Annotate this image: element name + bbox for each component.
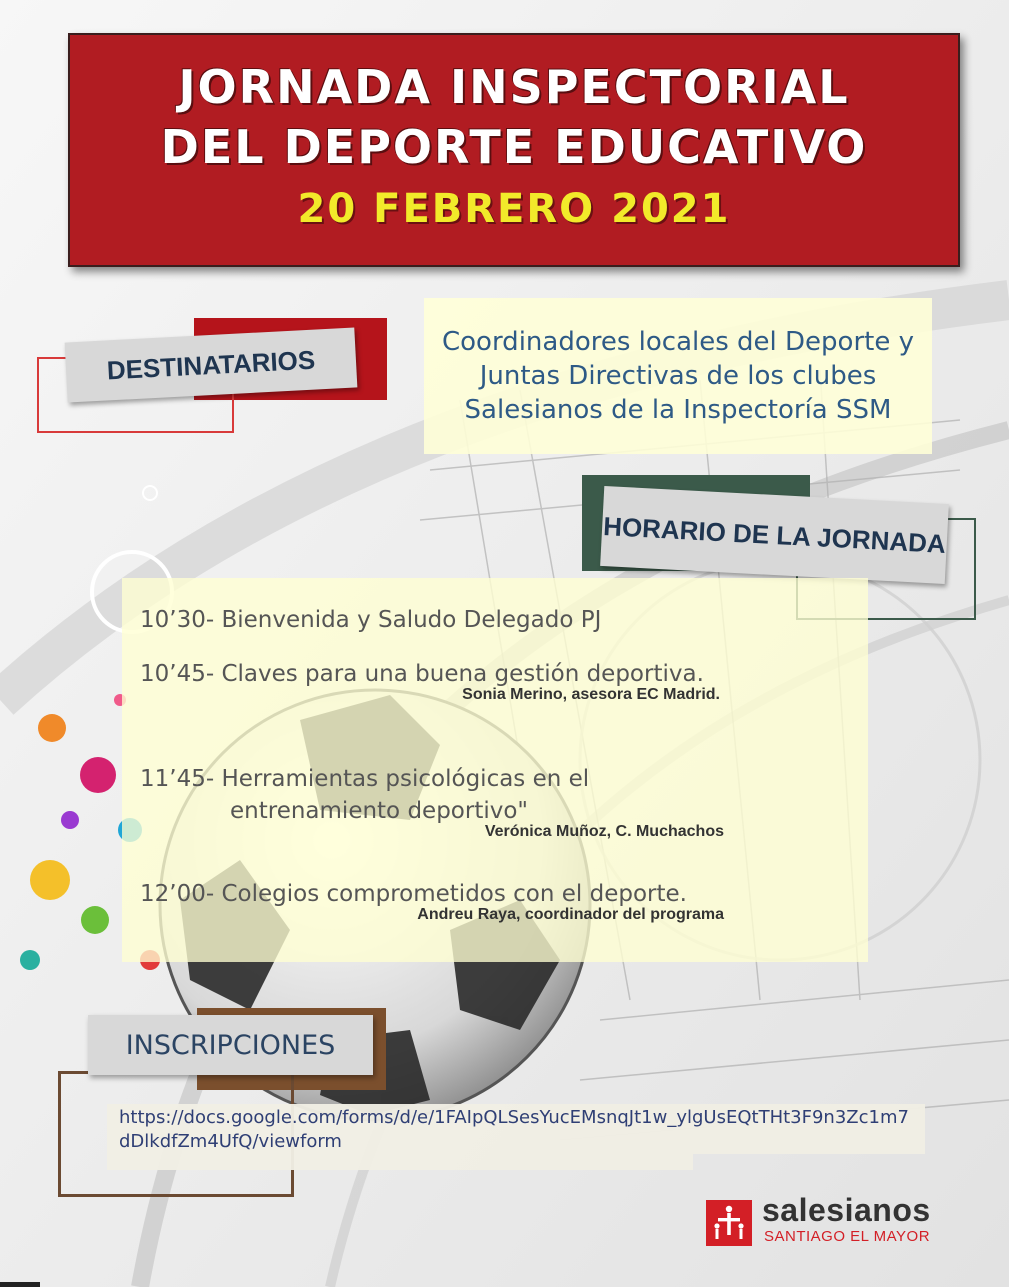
- schedule-item-text: 12’00- Colegios comprometidos con el deporte.: [140, 881, 687, 907]
- schedule-item: [140, 604, 860, 636]
- schedule-item: [140, 658, 860, 704]
- title-line-2: DEL DEPORTE EDUCATIVO: [160, 120, 868, 174]
- title-line-1: JORNADA INSPECTORIAL: [178, 60, 850, 114]
- destinatarios-text: Coordinadores locales del Deporte y Juntas Directivas de los clubes Salesianos de la Inspectoría SSM: [424, 298, 932, 454]
- schedule-box: [122, 578, 868, 962]
- destinatarios-heading: DESTINATARIOS: [65, 327, 358, 402]
- event-date: 20 FEBRERO 2021: [297, 186, 731, 232]
- schedule-item-text: 10’45- Claves para una buena gestión deportiva.: [140, 661, 704, 687]
- schedule-item-text: 11’45- Herramientas psicológicas en el: [140, 766, 590, 792]
- schedule-item-speaker: Andreu Raya, coordinador del programa: [417, 906, 724, 923]
- salesianos-logo-subtitle: SANTIAGO EL MAYOR: [764, 1228, 931, 1245]
- inscripciones-heading: INSCRIPCIONES: [88, 1015, 373, 1075]
- registration-link[interactable]: https://docs.google.com/forms/d/e/1FAIpQLSesYucEMsnqJt1w_ylgUsEQtTHt3F9n3Zc1m7dDlkdfZm4UfQ/viewform: [119, 1107, 909, 1152]
- salesianos-logo: [706, 1190, 966, 1250]
- schedule-item: [140, 878, 860, 924]
- horario-heading: HORARIO DE LA JORNADA: [600, 486, 949, 584]
- schedule-item-speaker: Sonia Merino, asesora EC Madrid.: [462, 686, 720, 703]
- schedule-item-text: 10’30- Bienvenida y Saludo Delegado PJ: [140, 607, 602, 633]
- schedule-item-text-continued: entrenamiento deportivo": [230, 798, 528, 824]
- salesianos-logo-name: salesianos: [762, 1192, 931, 1228]
- title-banner: [68, 33, 960, 267]
- schedule-item: [140, 763, 860, 841]
- link-box-tail: [107, 1154, 693, 1170]
- schedule-item-speaker: Verónica Muñoz, C. Muchachos: [484, 823, 724, 840]
- salesianos-logo-icon: [706, 1200, 752, 1246]
- registration-link-box: [107, 1104, 925, 1154]
